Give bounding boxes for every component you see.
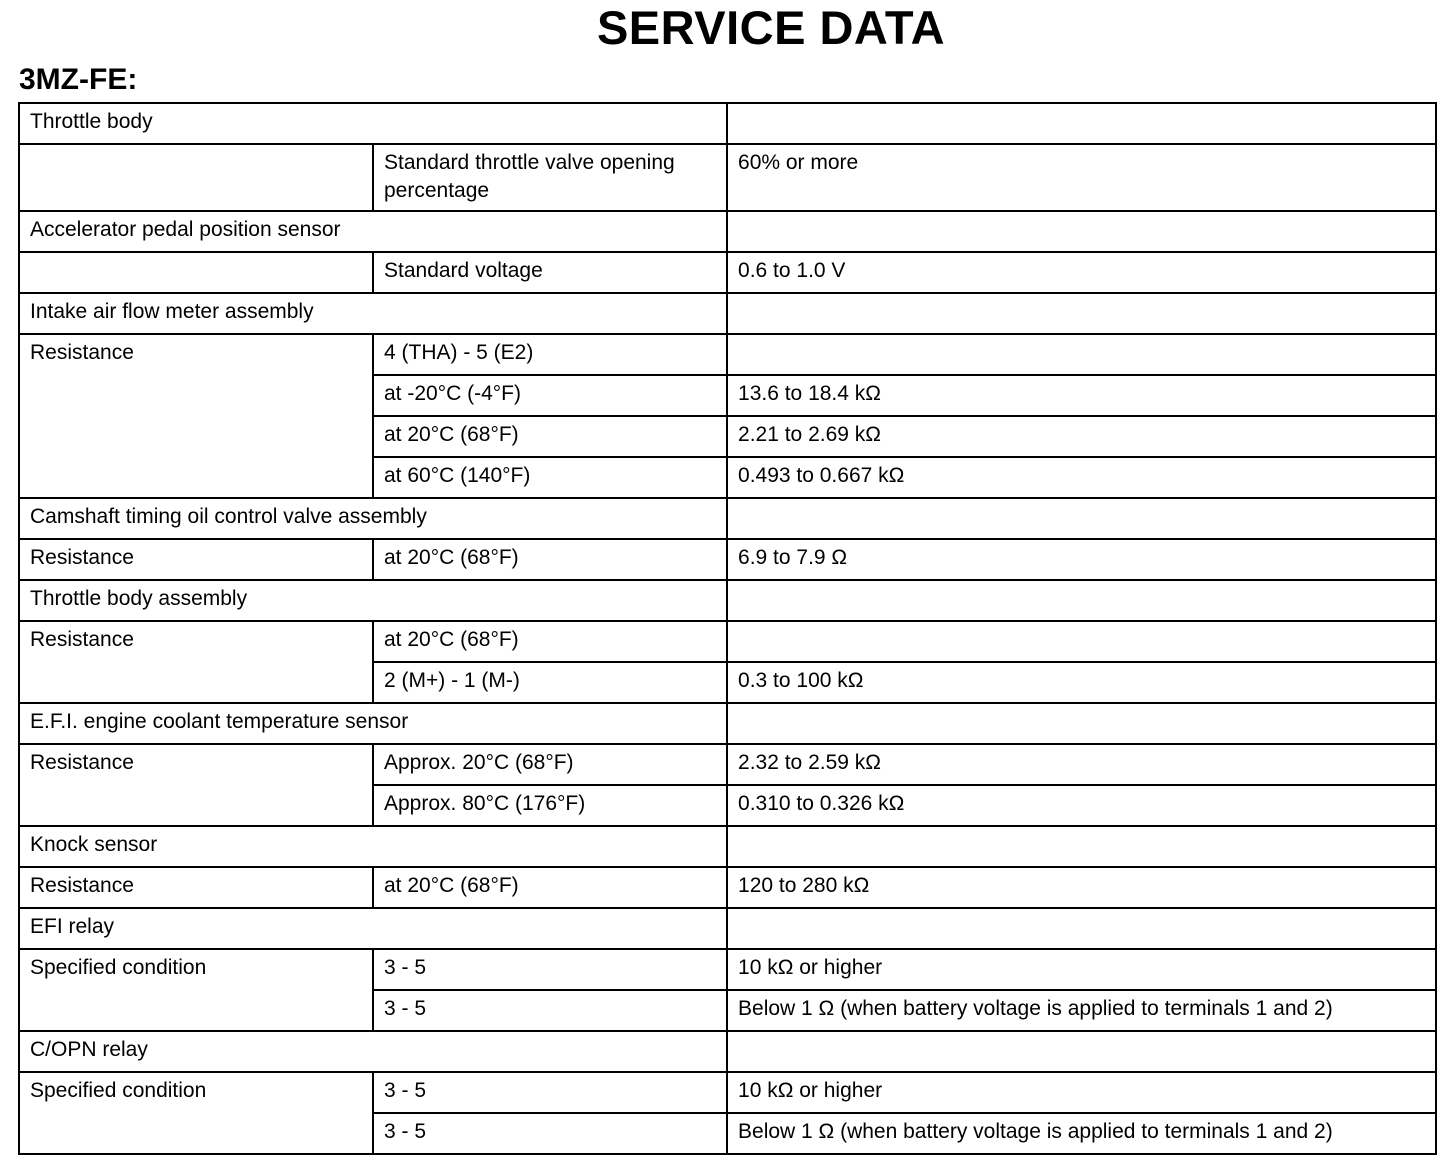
row-value: 0.3 to 100 kΩ [727,662,1436,703]
row-value [727,334,1436,375]
row-condition: Standard throttle valve opening percentage [373,144,727,211]
table-row [19,1072,1436,1113]
row-condition: 3 - 5 [373,1072,727,1113]
section-heading: Knock sensor [19,826,727,867]
row-value: Below 1 Ω (when battery voltage is applied to terminals 1 and 2) [727,1113,1436,1154]
table-row [19,949,1436,990]
row-condition: at -20°C (-4°F) [373,375,727,416]
row-condition: 3 - 5 [373,1113,727,1154]
row-value: 0.310 to 0.326 kΩ [727,785,1436,826]
section-heading-value [727,826,1436,867]
table-row [19,744,1436,785]
table-section-header [19,293,1436,334]
row-condition: 3 - 5 [373,949,727,990]
row-condition: at 20°C (68°F) [373,416,727,457]
table-row [19,867,1436,908]
row-condition: at 60°C (140°F) [373,457,727,498]
section-heading: Throttle body [19,103,727,144]
row-value: 60% or more [727,144,1436,211]
row-label: Resistance [19,334,373,498]
row-label: Specified condition [19,1072,373,1154]
row-value: Below 1 Ω (when battery voltage is applied to terminals 1 and 2) [727,990,1436,1031]
table-row [19,334,1436,375]
section-heading-value [727,498,1436,539]
section-heading: E.F.I. engine coolant temperature sensor [19,703,727,744]
row-label [19,144,373,211]
table-section-header [19,826,1436,867]
row-value: 120 to 280 kΩ [727,867,1436,908]
section-heading-value [727,908,1436,949]
row-value: 6.9 to 7.9 Ω [727,539,1436,580]
row-condition: 4 (THA) - 5 (E2) [373,334,727,375]
row-condition: 3 - 5 [373,990,727,1031]
table-row [19,144,1436,211]
table-section-header [19,498,1436,539]
row-condition: Approx. 20°C (68°F) [373,744,727,785]
section-heading: EFI relay [19,908,727,949]
row-value [727,621,1436,662]
section-heading-value [727,103,1436,144]
section-heading: C/OPN relay [19,1031,727,1072]
row-condition: 2 (M+) - 1 (M-) [373,662,727,703]
table-section-header [19,580,1436,621]
table-row [19,252,1436,293]
section-heading-value [727,703,1436,744]
page-title: SERVICE DATA [596,1,946,54]
table-section-header [19,211,1436,252]
table-section-header [19,103,1436,144]
section-heading: Throttle body assembly [19,580,727,621]
row-condition: at 20°C (68°F) [373,621,727,662]
row-value: 2.21 to 2.69 kΩ [727,416,1436,457]
row-label: Specified condition [19,949,373,1031]
row-label: Resistance [19,621,373,703]
table-section-header [19,1031,1436,1072]
row-condition: at 20°C (68°F) [373,867,727,908]
row-value: 0.493 to 0.667 kΩ [727,457,1436,498]
section-heading-value [727,1031,1436,1072]
section-heading-value [727,211,1436,252]
table-section-header [19,703,1436,744]
row-value: 10 kΩ or higher [727,949,1436,990]
row-condition: at 20°C (68°F) [373,539,727,580]
table-row [19,621,1436,662]
row-condition: Standard voltage [373,252,727,293]
section-heading-value [727,580,1436,621]
service-data-table [18,102,1437,1155]
row-label: Resistance [19,744,373,826]
row-value: 0.6 to 1.0 V [727,252,1436,293]
row-label: Resistance [19,867,373,908]
section-heading: Intake air flow meter assembly [19,293,727,334]
table-row [19,539,1436,580]
section-title: 3MZ-FE: [19,63,138,96]
row-value: 10 kΩ or higher [727,1072,1436,1113]
section-heading: Camshaft timing oil control valve assembly [19,498,727,539]
row-value: 13.6 to 18.4 kΩ [727,375,1436,416]
row-value: 2.32 to 2.59 kΩ [727,744,1436,785]
section-heading-value [727,293,1436,334]
row-condition: Approx. 80°C (176°F) [373,785,727,826]
row-label [19,252,373,293]
section-heading: Accelerator pedal position sensor [19,211,727,252]
table-section-header [19,908,1436,949]
row-label: Resistance [19,539,373,580]
